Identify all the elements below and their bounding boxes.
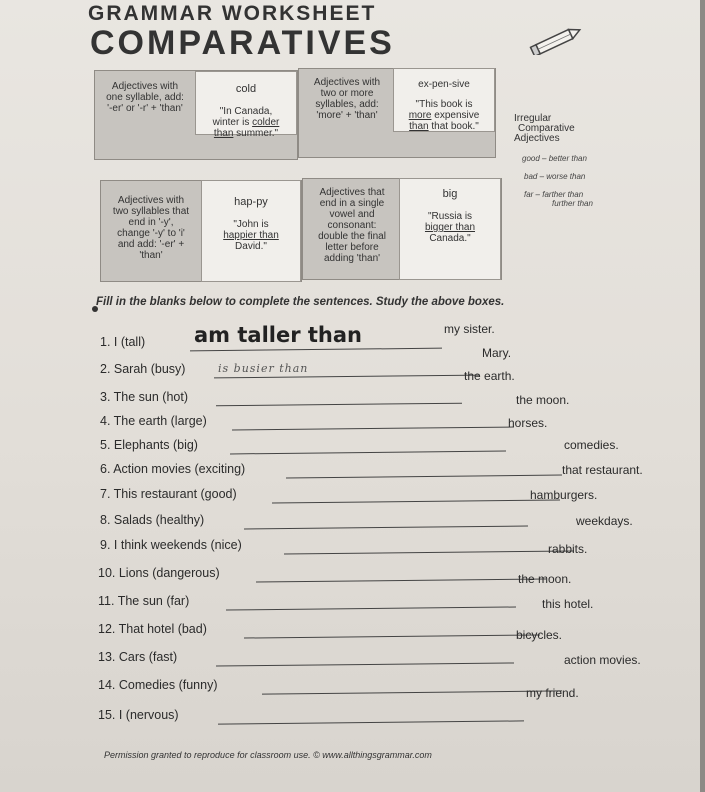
question-prompt: 5. Elephants (big) (100, 438, 198, 452)
rule-description: Adjectives that end in a single vowel and consonant: double the final letter before adding 'than' (318, 187, 386, 264)
answer-blank[interactable] (218, 720, 524, 724)
sentence-ending: weekdays. (576, 514, 633, 528)
sentence-ending: hamburgers. (530, 488, 598, 502)
rule-box-one-syllable (94, 70, 298, 160)
rule-description: Adjectives with two or more syllables, add: 'more' + 'than' (313, 77, 381, 121)
rule-word: ex-pen-sive (418, 79, 470, 90)
answer-blank[interactable] (230, 451, 506, 455)
irregular-item-good: good – better than (522, 154, 587, 163)
answer-blank[interactable] (232, 427, 514, 431)
rule-example: "Russia is bigger than Canada." (424, 211, 476, 244)
rule-example: "This book is more expensive than that book." (408, 99, 480, 132)
answer-blank[interactable] (216, 403, 462, 407)
irregular-item-far: far – farther than (524, 190, 584, 199)
sentence-ending: action movies. (564, 653, 641, 667)
rule-example-panel (399, 178, 501, 280)
answer-blank[interactable] (286, 475, 562, 479)
sentence-ending: the moon. (518, 572, 572, 586)
sentence-ending: that restaurant. (562, 463, 643, 477)
rule-example-panel (393, 68, 495, 132)
question-prompt: 4. The earth (large) (100, 414, 207, 428)
sentence-ending: this hotel. (542, 597, 594, 611)
worksheet-subtitle: GRAMMAR WORKSHEET (88, 2, 377, 25)
rule-example-panel (195, 71, 297, 139)
answer-blank[interactable] (216, 662, 514, 666)
question-prompt: 15. I (nervous) (98, 708, 179, 722)
sentence-ending: bicycles. (516, 628, 563, 642)
question-prompt: 8. Salads (healthy) (100, 513, 205, 527)
sentence-ending: Mary. (482, 346, 512, 360)
rule-box-two-y (100, 180, 302, 282)
question-prompt: 3. The sun (hot) (100, 390, 189, 404)
rule-word: cold (235, 83, 257, 95)
question-prompt: 13. Cars (fast) (98, 650, 178, 664)
answer-blank[interactable] (244, 634, 540, 638)
sentence-ending: comedies. (564, 438, 619, 452)
footer-permission: Permission granted to reproduce for classroom use. © www.allthingsgrammar.com (104, 750, 432, 760)
irregular-item-further: further than (552, 199, 593, 208)
rule-description: Adjectives with one syllable, add: '-er' or '-r' + 'than' (106, 81, 184, 114)
sentence-ending: rabbits. (548, 542, 588, 556)
rule-description: Adjectives with two syllables that end in '-y', change '-y' to 'i' and add: '-er' + 'than' (112, 195, 190, 261)
pencil-icon (528, 25, 588, 55)
rule-example-panel (201, 180, 301, 282)
answer-blank[interactable] (262, 690, 562, 694)
answer-blank[interactable] (244, 526, 528, 530)
sentence-ending: my sister. (444, 322, 495, 336)
answer-blank[interactable] (226, 606, 516, 610)
question-prompt: 1. I (tall) (100, 335, 146, 349)
handwritten-answer: is busier than (218, 362, 309, 375)
worksheet-title: COMPARATIVES (90, 24, 395, 62)
sentence-ending: the earth. (464, 369, 515, 383)
irregular-item-bad: bad – worse than (524, 172, 586, 181)
question-prompt: 11. The sun (far) (98, 594, 190, 608)
rule-example: "In Canada, winter is colder than summer." (212, 106, 280, 139)
question-prompt: 7. This restaurant (good) (100, 487, 237, 501)
rule-box-cvc (302, 178, 502, 280)
answer-blank[interactable] (272, 499, 560, 503)
irregular-heading: Irregular Comparative Adjectives (514, 113, 575, 144)
instructions: Fill in the blanks below to complete the sentences. Study the above boxes. (96, 296, 505, 308)
question-prompt: 14. Comedies (funny) (98, 678, 218, 692)
question-prompt: 6. Action movies (exciting) (100, 462, 246, 476)
question-prompt: 10. Lions (dangerous) (98, 566, 220, 580)
rule-example: "John is happier than David." (223, 219, 279, 252)
handwritten-answer: am taller than (194, 323, 362, 347)
answer-blank[interactable] (284, 550, 574, 554)
sentence-ending: my friend. (526, 686, 579, 700)
answer-blank[interactable] (214, 375, 480, 379)
sentence-ending: horses. (508, 416, 548, 430)
sentence-ending: the moon. (516, 393, 570, 407)
rule-word: big (442, 188, 458, 200)
question-prompt: 9. I think weekends (nice) (100, 538, 242, 552)
rule-word: hap-py (234, 196, 268, 208)
rule-box-two-syllables (298, 68, 496, 158)
answer-blank[interactable] (190, 348, 442, 352)
question-prompt: 12. That hotel (bad) (98, 622, 207, 636)
answer-blank[interactable] (256, 578, 546, 582)
question-prompt: 2. Sarah (busy) (100, 362, 186, 376)
